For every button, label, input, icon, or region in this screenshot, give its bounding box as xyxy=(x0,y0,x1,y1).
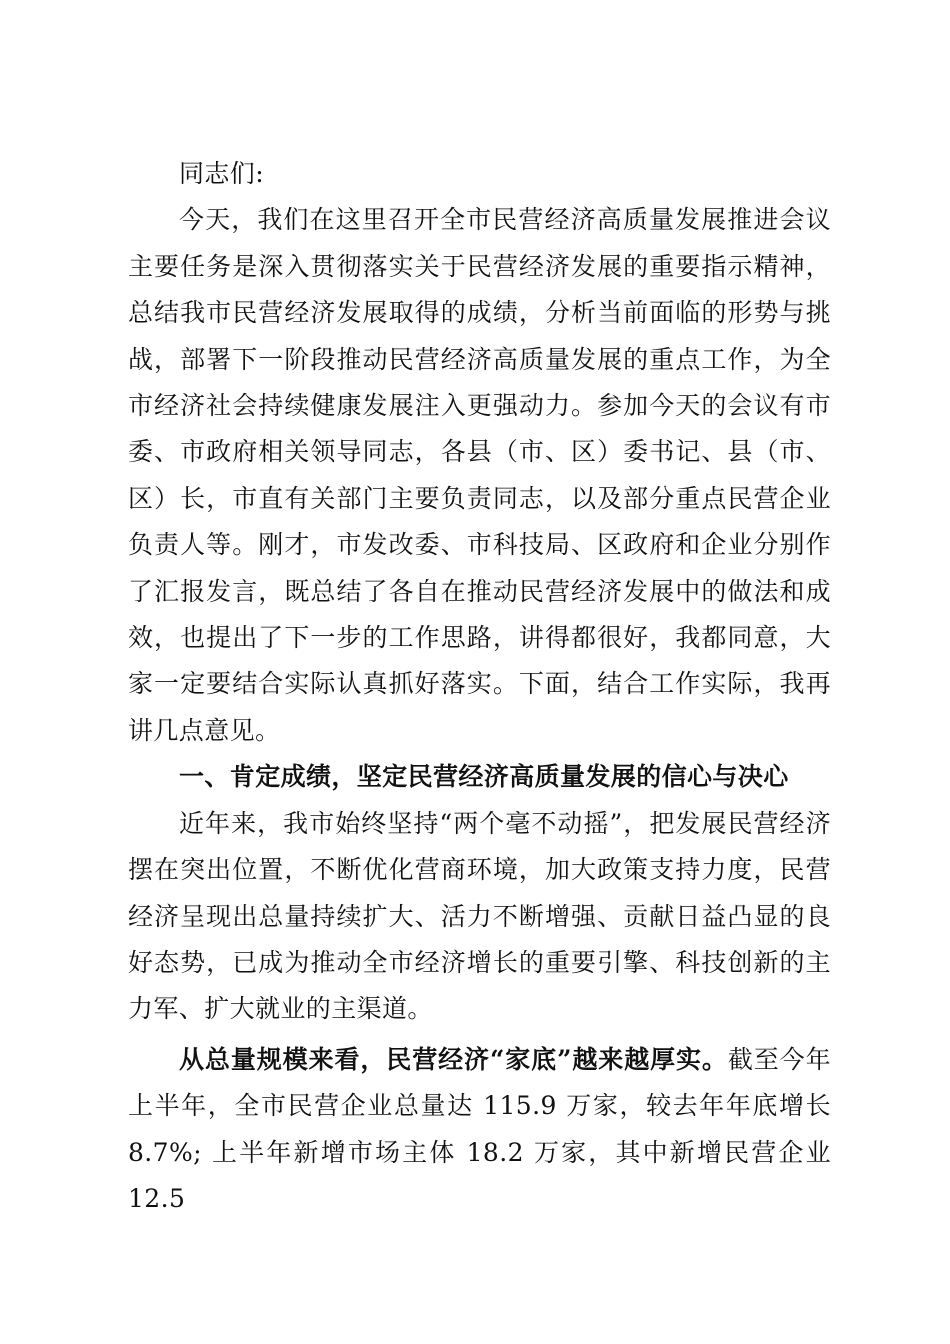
document-body xyxy=(128,151,831,1222)
section-paragraph: 近年来，我市始终坚持“两个毫不动摇”，把发展民营经济摆在突出位置，不断优化营商环境，加大政策支持力度，民营经济呈现出总量持续扩大、活力不断增强、贡献日益凸显的良好态势，已成为推动全市经济增长的重要引擎、科技创新的主力军、扩大就业的主渠道。 xyxy=(128,808,831,1024)
subsection-paragraph xyxy=(128,1037,831,1223)
intro-paragraph: 今天，我们在这里召开全市民营经济高质量发展推进会议主要任务是深入贯彻落实关于民营经济发展的重要指示精神，总结我市民营经济发展取得的成绩，分析当前面临的形势与挑战，部署下一阶段推动民营经济高质量发展的重点工作，为全市经济社会持续健康发展注入更强动力。参加今天的会议有市委、市政府相关领导同志，各县（市、区）委书记、县（市、区）长，市直有关部门主要负责同志，以及部分重点民营企业负责人等。刚才，市发改委、市科技局、区政府和企业分别作了汇报发言，既总结了各自在推动民营经济发展中的做法和成效，也提出了下一步的工作思路，讲得都很好，我都同意，大家一定要结合实际认真抓好落实。下面，结合工作实际，我再讲几点意见。 xyxy=(128,205,831,745)
subsection-text: 截至今年上半年，全市民营企业总量达 115.9 万家，较去年年底增长 8.7%; 上半年新增市场主体 18.2 万家，其中新增民营企业 12.5 xyxy=(128,1044,831,1213)
subsection-lead: 从总量规模来看，民营经济“家底”越来越厚实。 xyxy=(179,1044,728,1074)
section-heading: 一、肯定成绩，坚定民营经济高质量发展的信心与决心 xyxy=(179,762,789,792)
salutation: 同志们: xyxy=(179,159,265,188)
